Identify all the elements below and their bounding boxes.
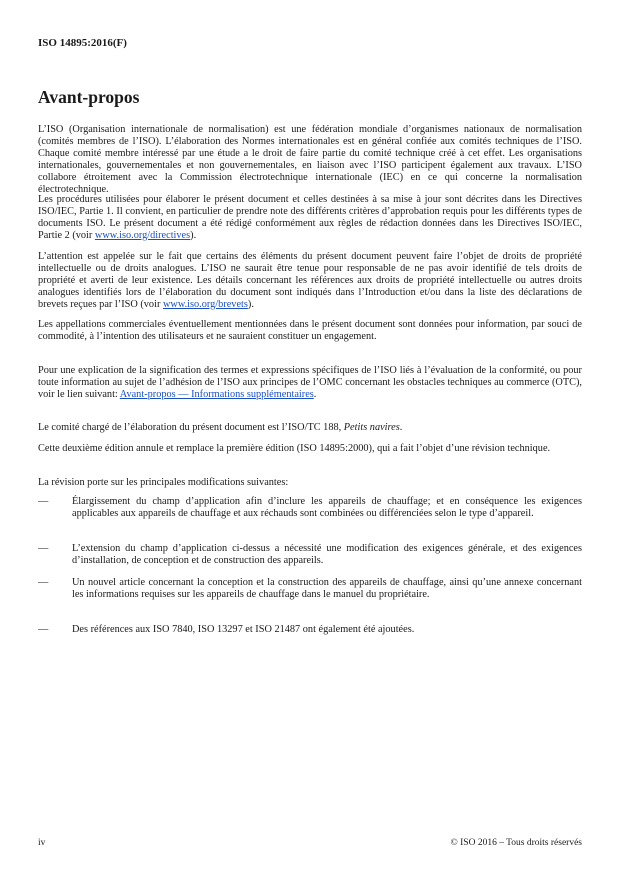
list-dash: —	[38, 543, 49, 554]
list-item	[38, 624, 582, 636]
paragraph-revision-intro: La révision porte sur les principales modifications suivantes:	[38, 477, 289, 488]
paragraph-text: Le comité chargé de l’élaboration du présent document est l’ISO/TC 188,	[38, 422, 344, 433]
paragraph-end: ).	[247, 298, 254, 310]
foreword-info-link[interactable]: Avant-propos — Informations supplémentaires	[119, 388, 314, 400]
paragraph-committee	[38, 422, 582, 434]
page-title: Avant-propos	[38, 87, 140, 107]
paragraph-procedures	[38, 194, 582, 242]
list-item-text: Des références aux ISO 7840, ISO 13297 et ISO 21487 ont également été ajoutées.	[72, 624, 415, 635]
list-item-text: Élargissement du champ d’application afin d’inclure les appareils de chauffage; et en conséquence les exigences applicables aux appareils de chauffage et aux réchauds sont combinées ou différenciées selon le type d’appareil.	[72, 496, 582, 519]
paragraph-end: .	[399, 422, 403, 433]
list-item-text: Un nouvel article concernant la conception et la construction des appareils de chauffage, ainsi qu’une annexe concernant les informations requises sur les appareils de chauffage dans le manuel du propriétaire.	[72, 577, 582, 600]
directives-link[interactable]: www.iso.org/directives	[94, 229, 191, 241]
paragraph-trade-names: Les appellations commerciales éventuellement mentionnées dans le présent document sont données pour information, par souci de commodité, à l’intention des utilisateurs et ne sauraient constituer un engagement.	[38, 319, 582, 342]
list-item	[38, 543, 582, 567]
list-item-text: L’extension du champ d’application ci-dessus a nécessité une modification des exigences générale, et des exigences d’installation, de conception et de construction des appareils.	[72, 543, 582, 566]
committee-title: Petits navires	[343, 422, 400, 433]
paragraph-end: ).	[190, 229, 197, 241]
page-number: iv	[38, 838, 46, 848]
list-item	[38, 577, 582, 601]
document-id-header: ISO 14895:2016(F)	[38, 37, 127, 49]
paragraph-patents	[38, 251, 582, 311]
list-dash: —	[38, 496, 49, 507]
paragraph-text: L’attention est appelée sur le fait que certains des éléments du présent document peuvent faire l’objet de droits de propriété intellectuelle ou de droits analogues. L’ISO ne saurait être tenue pour responsable de ne pas avoir identifié de tels droits de propriété et averti de leur existence. Les détails concernant les références aux droits de propriété intellectuelle ou autres droits analogues identifiés lors de l’élaboration du document sont indiqués dans l’Introduction et/ou dans la liste des déclarations de brevets reçues par l’ISO (voir	[38, 251, 582, 310]
list-item	[38, 496, 582, 520]
paragraph-iso-intro: L’ISO (Organisation internationale de normalisation) est une fédération mondiale d’organismes nationaux de normalisation (comités membres de l’ISO). L’élaboration des Normes internationales est en général confiée aux comités techniques de l’ISO. Chaque comité membre intéressé par une étude a le droit de faire partie du comité technique créé à cet effet. Les organisations internationales, gouvernementales et non gouvernementales, en liaison avec l’ISO participent également aux travaux. L’ISO collabore étroitement avec la Commission électrotechnique internationale (IEC) en ce qui concerne la normalisation électrotechnique.	[38, 124, 582, 195]
paragraph-edition: Cette deuxième édition annule et remplace la première édition (ISO 14895:2000), qui a fait l’objet d’une révision technique.	[38, 443, 551, 454]
paragraph-text: Pour une explication de la signification des termes et expressions spécifiques de l’ISO liés à l’évaluation de la conformité, ou pour toute information au sujet de l’adhésion de l’ISO aux principes de l’OMC concernant les obstacles techniques au commerce (OTC), voir le lien suivant:	[38, 365, 582, 400]
paragraph-text: Les procédures utilisées pour élaborer le présent document et celles destinées à sa mise à jour sont décrites dans les Directives ISO/IEC, Partie 1. Il convient, en particulier de prendre note des différents critères d’approbation requis pour les différents types de documents ISO. Le présent document a été rédigé conformément aux règles de rédaction données dans les Directives ISO/IEC, Partie 2 (voir	[38, 194, 582, 241]
patents-link[interactable]: www.iso.org/brevets	[162, 298, 248, 310]
list-dash: —	[38, 624, 49, 635]
copyright-notice: © ISO 2016 – Tous droits réservés	[450, 838, 582, 848]
paragraph-conformity	[38, 365, 582, 401]
list-dash: —	[38, 577, 49, 588]
paragraph-end: .	[313, 388, 317, 400]
